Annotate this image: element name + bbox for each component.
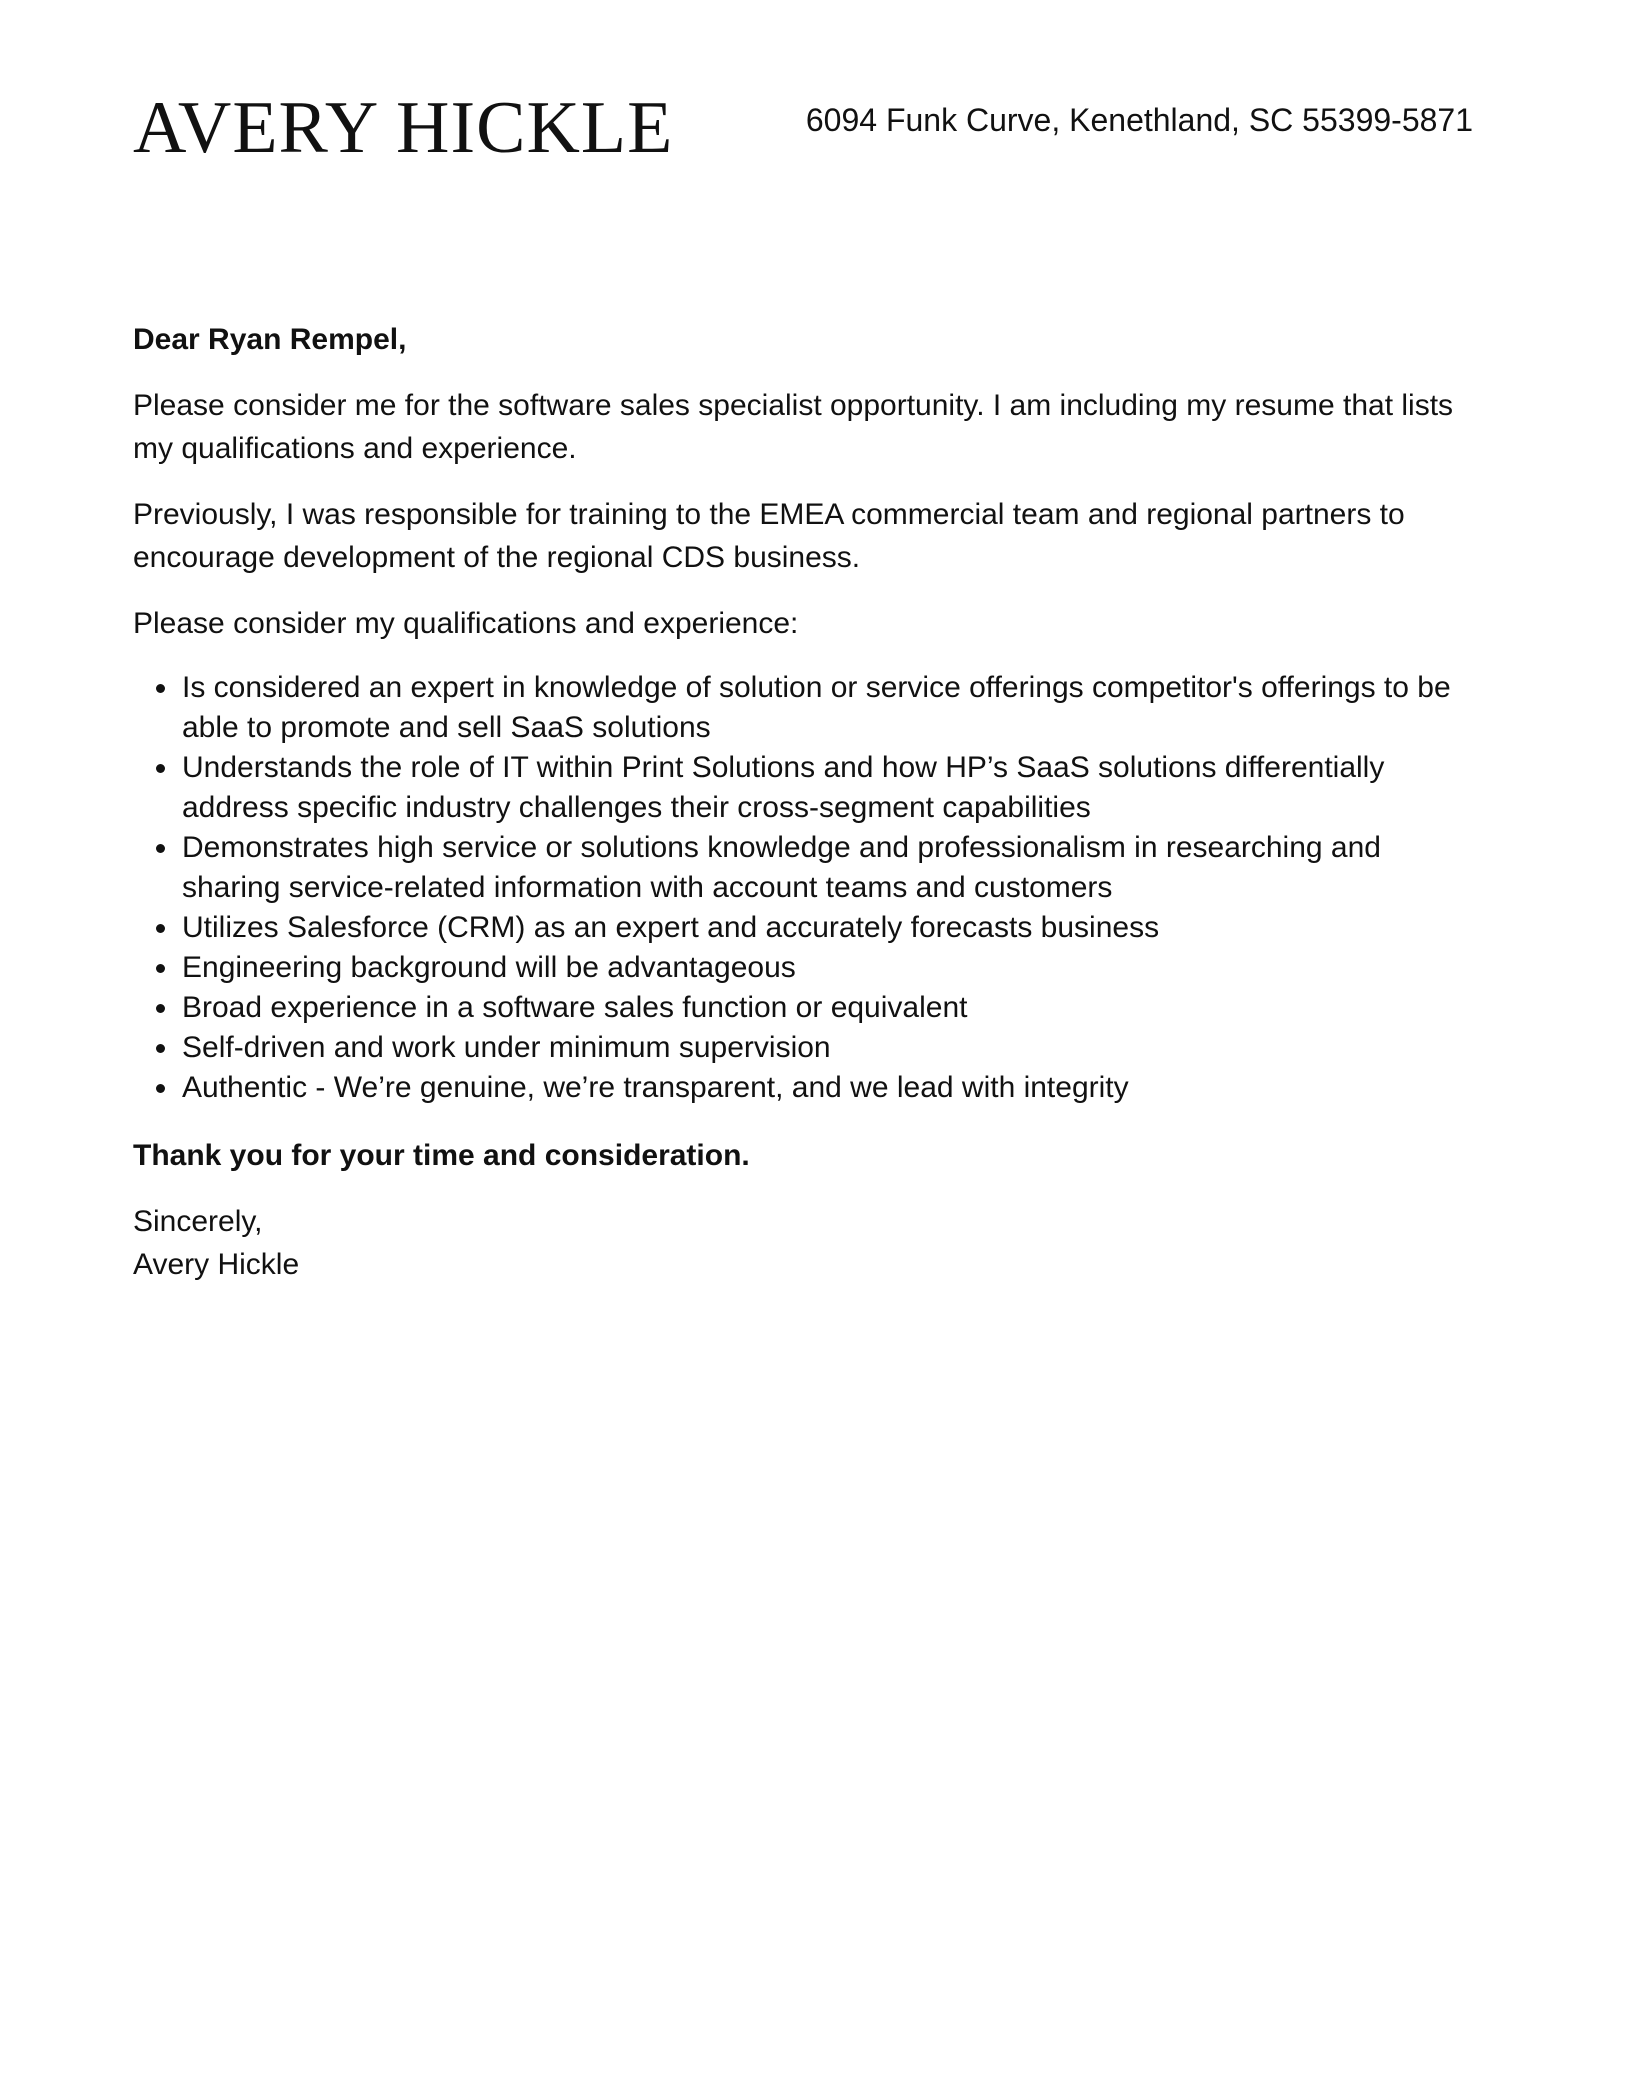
- thank-you-line: Thank you for your time and consideration.: [133, 1139, 750, 1172]
- letter-header: [133, 86, 1473, 176]
- qualification-item: Engineering background will be advantageous: [182, 948, 1485, 988]
- qualification-item: Self-driven and work under minimum supervision: [182, 1028, 1485, 1068]
- qualifications-list: [133, 668, 1485, 1108]
- qualification-item: Demonstrates high service or solutions knowledge and professionalism in researching and sharing service-related information with account teams and customers: [182, 828, 1485, 908]
- signature-name: Avery Hickle: [133, 1248, 300, 1281]
- applicant-name: AVERY HICKLE: [133, 87, 674, 169]
- applicant-address: 6094 Funk Curve, Kenethland, SC 55399-5871: [805, 102, 1473, 138]
- closing-block: [133, 1200, 1485, 1286]
- salutation: Dear Ryan Rempel,: [133, 323, 407, 356]
- qualification-item: Is considered an expert in knowledge of solution or service offerings competitor's offerings to be able to promote and sell SaaS solutions: [182, 668, 1485, 748]
- experience-paragraph: Previously, I was responsible for training to the EMEA commercial team and regional partners to encourage development of the regional CDS business.: [133, 498, 1405, 574]
- qualification-item: Authentic - We’re genuine, we’re transparent, and we lead with integrity: [182, 1068, 1485, 1108]
- letter-body: [133, 318, 1485, 1309]
- qualification-item: Utilizes Salesforce (CRM) as an expert and accurately forecasts business: [182, 908, 1485, 948]
- closing-phrase: Sincerely,: [133, 1205, 263, 1238]
- intro-paragraph: Please consider me for the software sales specialist opportunity. I am including my resume that lists my qualifications and experience.: [133, 389, 1454, 465]
- qualifications-intro: Please consider my qualifications and experience:: [133, 607, 799, 640]
- qualification-item: Broad experience in a software sales function or equivalent: [182, 988, 1485, 1028]
- qualification-item: Understands the role of IT within Print Solutions and how HP’s SaaS solutions differentially address specific industry challenges their cross-segment capabilities: [182, 748, 1485, 828]
